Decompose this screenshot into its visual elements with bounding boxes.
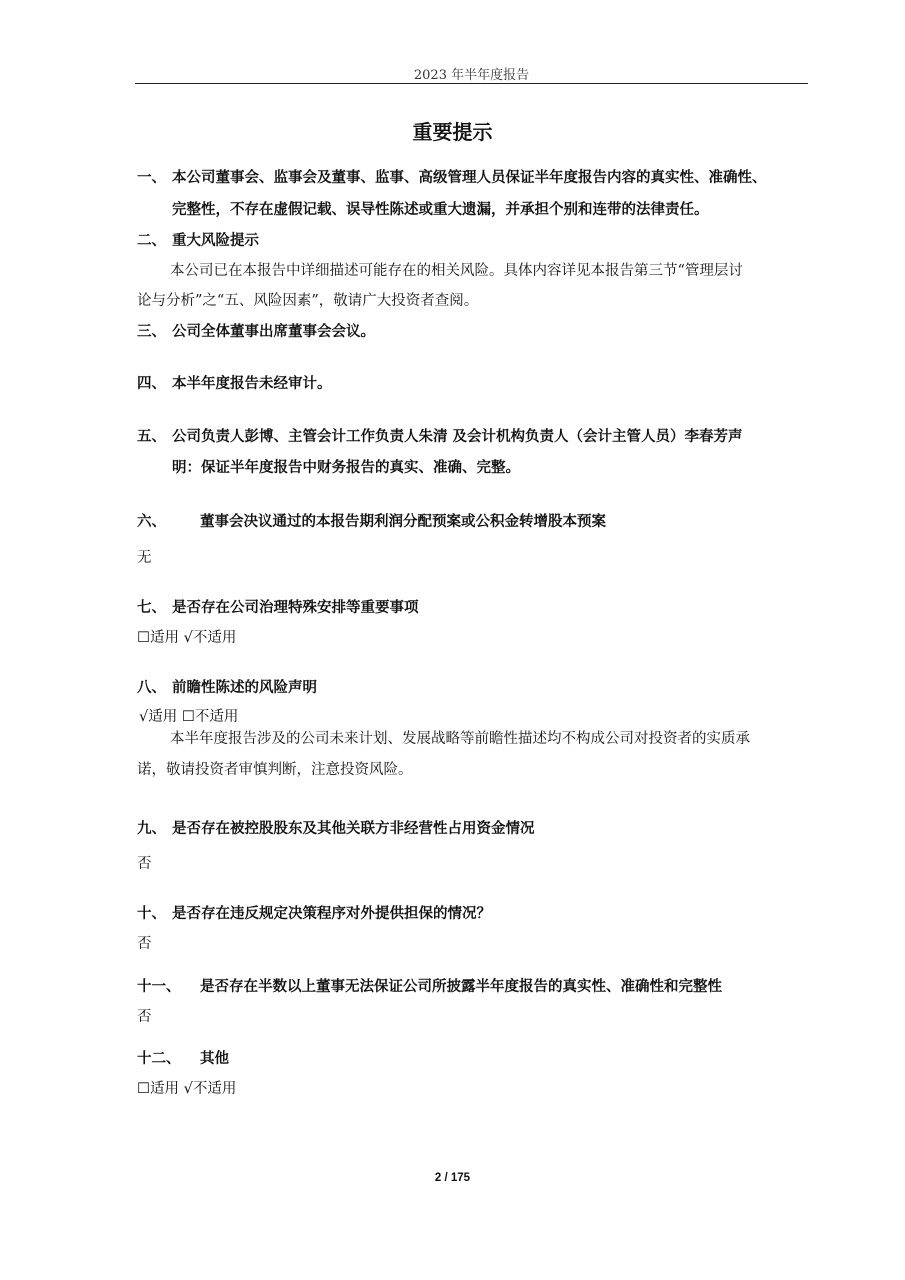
section-11-number: 十一、 xyxy=(137,979,181,995)
section-2-paragraph-line-2: 论与分析”之“五、风险因素”，敬请广大投资者查阅。 xyxy=(137,293,479,309)
section-9-answer: 否 xyxy=(137,856,152,872)
section-6-number: 六、 xyxy=(137,514,166,530)
section-10-number: 十、 xyxy=(137,906,166,922)
section-10-title: 是否存在违反规定决策程序对外提供担保的情况？ xyxy=(172,906,491,922)
page-title: 重要提示 xyxy=(412,120,493,144)
section-2-paragraph-line-1: 本公司已在本报告中详细描述可能存在的相关风险。具体内容详见本报告第三节“管理层讨 xyxy=(170,263,743,279)
section-1-number: 一、 xyxy=(137,170,166,186)
section-8-number: 八、 xyxy=(137,680,166,696)
section-6-answer: 无 xyxy=(137,550,152,566)
section-9-number: 九、 xyxy=(137,821,166,837)
page-header: 2023 年半年度报告 xyxy=(413,68,530,83)
section-12-title: 其他 xyxy=(200,1051,229,1067)
section-4-title: 本半年度报告未经审计。 xyxy=(172,376,332,392)
section-11-answer: 否 xyxy=(137,1009,152,1025)
section-1-line-2: 完整性，不存在虚假记载、误导性陈述或重大遗漏，并承担个别和连带的法律责任。 xyxy=(172,202,709,218)
section-6-title: 董事会决议通过的本报告期利润分配预案或公积金转增股本预案 xyxy=(200,514,606,530)
section-5-number: 五、 xyxy=(137,429,166,445)
section-10-answer: 否 xyxy=(137,936,152,952)
section-12-options: ☐适用 √不适用 xyxy=(137,1081,237,1097)
section-3-title: 公司全体董事出席董事会会议。 xyxy=(172,324,375,340)
section-8-paragraph-line-1: 本半年度报告涉及的公司未来计划、发展战略等前瞻性描述均不构成公司对投资者的实质承 xyxy=(170,731,750,747)
section-7-title: 是否存在公司治理特殊安排等重要事项 xyxy=(172,600,419,616)
section-8-paragraph-line-2: 诺，敬请投资者审慎判断，注意投资风险。 xyxy=(137,762,413,778)
section-8-title: 前瞻性陈述的风险声明 xyxy=(172,680,317,696)
section-9-title: 是否存在被控股股东及其他关联方非经营性占用资金情况 xyxy=(172,821,535,837)
section-4-number: 四、 xyxy=(137,376,166,392)
page-number: 2 / 175 xyxy=(434,1172,471,1184)
section-1-line-1: 本公司董事会、监事会及董事、监事、高级管理人员保证半年度报告内容的真实性、准确性、 xyxy=(172,170,767,186)
section-11-title: 是否存在半数以上董事无法保证公司所披露半年度报告的真实性、准确性和完整性 xyxy=(200,979,722,995)
section-7-number: 七、 xyxy=(137,600,166,616)
header-divider xyxy=(135,83,808,84)
section-2-title: 重大风险提示 xyxy=(172,233,259,249)
section-5-line-1: 公司负责人彭博、主管会计工作负责人朱清 及会计机构负责人（会计主管人员）李春芳声 xyxy=(172,429,743,445)
section-3-number: 三、 xyxy=(137,324,166,340)
section-12-number: 十二、 xyxy=(137,1051,181,1067)
section-7-options: ☐适用 √不适用 xyxy=(137,630,237,646)
section-5-line-2: 明：保证半年度报告中财务报告的真实、准确、完整。 xyxy=(172,460,520,476)
section-2-number: 二、 xyxy=(137,233,166,249)
section-8-options: √适用 ☐不适用 xyxy=(139,709,239,725)
